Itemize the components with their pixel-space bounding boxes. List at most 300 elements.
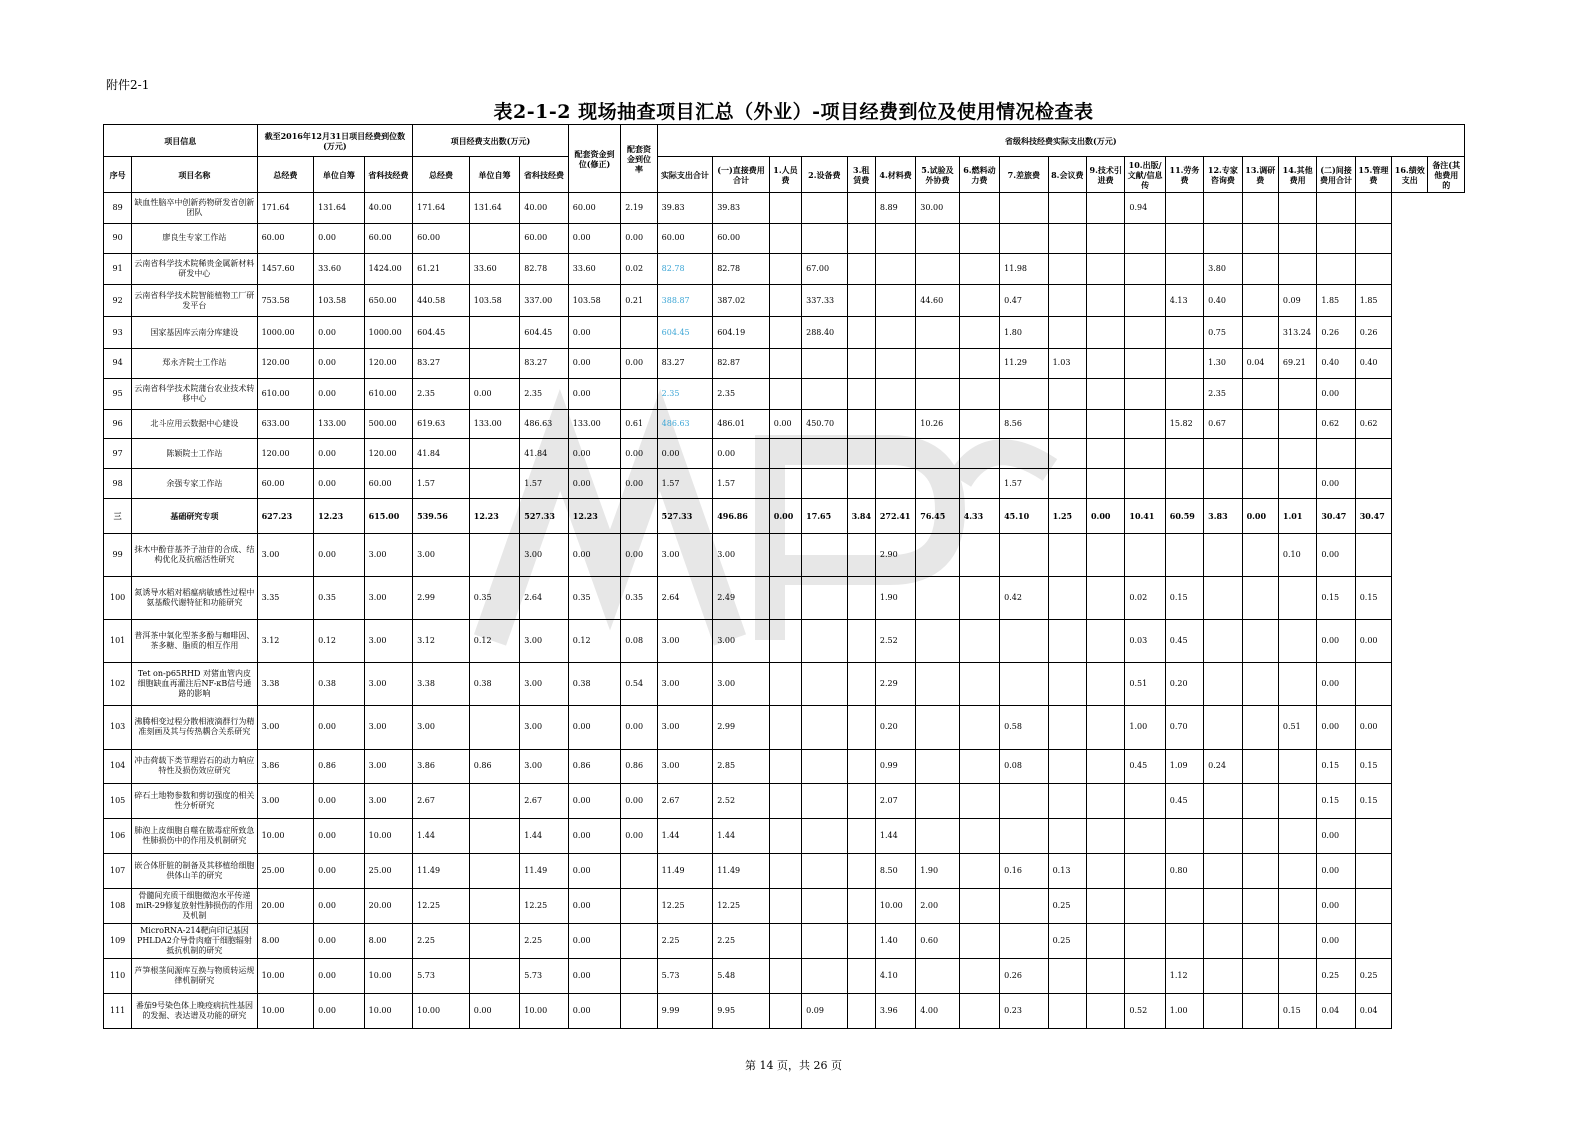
table-cell: 103.58	[469, 285, 520, 317]
table-cell	[1355, 469, 1391, 499]
table-cell: 0.00	[657, 439, 713, 469]
row-number: 101	[104, 620, 132, 663]
table-row	[104, 285, 1465, 317]
table-cell: 61.21	[413, 253, 470, 285]
table-cell: 10.00	[364, 819, 413, 854]
table-cell: 3.00	[520, 663, 569, 706]
column-header: 11.劳务费	[1165, 157, 1203, 193]
table-cell	[847, 924, 875, 959]
table-cell: 4.00	[916, 993, 959, 1028]
table-cell: 3.00	[413, 533, 470, 576]
table-cell: 3.00	[364, 784, 413, 819]
table-cell	[1204, 784, 1242, 819]
table-cell: 83.27	[520, 349, 569, 379]
table-cell: 1000.00	[257, 317, 314, 349]
table-cell: 387.02	[713, 285, 770, 317]
table-cell	[769, 706, 801, 749]
table-cell: 0.35	[469, 577, 520, 620]
table-cell: 0.15	[1355, 577, 1391, 620]
table-cell: 0.38	[314, 663, 365, 706]
table-cell: 3.00	[364, 577, 413, 620]
table-row	[104, 317, 1465, 349]
table-cell	[875, 317, 915, 349]
header-group-info: 项目信息	[104, 125, 258, 157]
table-cell	[875, 223, 915, 253]
row-number: 109	[104, 924, 132, 959]
table-cell: 11.49	[520, 854, 569, 889]
project-name: 芦笋根茎间源库互换与物质转运规律机制研究	[132, 958, 257, 993]
column-header: 省科技经费	[364, 157, 413, 193]
table-cell	[847, 469, 875, 499]
table-cell: 0.00	[568, 439, 621, 469]
table-cell: 8.89	[875, 193, 915, 224]
table-cell	[469, 819, 520, 854]
table-cell: 33.60	[314, 253, 365, 285]
table-cell: 1.85	[1355, 285, 1391, 317]
table-cell: 0.00	[314, 439, 365, 469]
table-cell: 3.83	[1204, 498, 1242, 533]
table-cell	[959, 409, 999, 439]
table-cell: 0.00	[568, 993, 621, 1028]
table-cell: 12.25	[413, 889, 470, 924]
table-cell	[875, 409, 915, 439]
table-row	[104, 620, 1465, 663]
table-cell: 0.00	[568, 784, 621, 819]
column-header: 单位自筹	[314, 157, 365, 193]
table-cell	[1086, 378, 1124, 409]
table-cell: 0.00	[314, 706, 365, 749]
table-cell	[802, 819, 847, 854]
table-cell: 40.00	[520, 193, 569, 224]
table-cell: 10.26	[916, 409, 959, 439]
table-cell: 10.00	[364, 958, 413, 993]
table-cell: 3.00	[520, 749, 569, 784]
table-cell: 1.12	[1165, 958, 1203, 993]
column-header-row	[104, 157, 1465, 193]
table-cell: 0.24	[1204, 749, 1242, 784]
table-row	[104, 193, 1465, 224]
table-cell: 0.23	[1000, 993, 1048, 1028]
table-cell	[1355, 253, 1391, 285]
table-cell: 604.19	[713, 317, 770, 349]
table-cell: 0.42	[1000, 577, 1048, 620]
table-row	[104, 439, 1465, 469]
table-cell: 0.00	[1355, 620, 1391, 663]
table-body	[104, 193, 1465, 1029]
table-cell: 103.58	[568, 285, 621, 317]
table-cell: 12.25	[657, 889, 713, 924]
table-cell: 120.00	[364, 349, 413, 379]
table-cell: 82.87	[713, 349, 770, 379]
table-cell	[847, 958, 875, 993]
table-cell: 30.47	[1355, 498, 1391, 533]
column-header: 省科技经费	[520, 157, 569, 193]
table-cell: 486.63	[520, 409, 569, 439]
row-number: 108	[104, 889, 132, 924]
table-row	[104, 469, 1465, 499]
table-cell	[1242, 749, 1278, 784]
page-footer: 第 14 页，共 26 页	[745, 1059, 842, 1072]
table-cell	[769, 223, 801, 253]
column-header: 5.试验及外协费	[916, 157, 959, 193]
table-cell	[1204, 469, 1242, 499]
table-cell	[1125, 253, 1165, 285]
row-number: 111	[104, 993, 132, 1028]
attachment-label: 附件2-1	[106, 78, 150, 92]
table-cell	[916, 378, 959, 409]
table-cell: 2.00	[916, 889, 959, 924]
table-cell	[1048, 993, 1086, 1028]
table-cell	[875, 285, 915, 317]
table-cell	[847, 706, 875, 749]
table-cell: 12.25	[520, 889, 569, 924]
table-cell: 313.24	[1278, 317, 1316, 349]
table-cell	[621, 498, 657, 533]
column-header: 4.材料费	[875, 157, 915, 193]
table-row	[104, 924, 1465, 959]
table-cell: 0.67	[1204, 409, 1242, 439]
table-cell: 11.49	[713, 854, 770, 889]
table-cell	[847, 439, 875, 469]
table-cell	[1000, 439, 1048, 469]
table-cell	[802, 349, 847, 379]
table-cell: 527.33	[520, 498, 569, 533]
table-cell	[802, 533, 847, 576]
column-header: 16.绩效支出	[1392, 157, 1428, 193]
table-cell: 3.00	[657, 706, 713, 749]
table-cell: 610.00	[257, 378, 314, 409]
table-cell: 0.09	[802, 993, 847, 1028]
table-cell: 0.15	[1317, 577, 1355, 620]
table-cell: 0.00	[314, 349, 365, 379]
table-cell	[1278, 193, 1316, 224]
column-header: 2.设备费	[802, 157, 847, 193]
table-cell: 60.00	[364, 223, 413, 253]
table-cell	[959, 378, 999, 409]
table-cell: 0.00	[1317, 533, 1355, 576]
table-cell: 0.86	[568, 749, 621, 784]
table-cell	[847, 889, 875, 924]
table-cell: 12.23	[469, 498, 520, 533]
table-cell: 753.58	[257, 285, 314, 317]
table-cell: 0.00	[1317, 854, 1355, 889]
page-title: 表2-1-2 现场抽查项目汇总（外业）-项目经费到位及使用情况检查表	[493, 101, 1094, 123]
table-cell	[959, 620, 999, 663]
table-cell: 627.23	[257, 498, 314, 533]
table-cell: 0.00	[469, 378, 520, 409]
table-cell	[1048, 784, 1086, 819]
table-cell	[1086, 993, 1124, 1028]
table-cell: 60.00	[568, 193, 621, 224]
table-row	[104, 349, 1465, 379]
row-number: 94	[104, 349, 132, 379]
table-cell	[621, 958, 657, 993]
header-group-spend: 项目经费支出数(万元)	[413, 125, 569, 157]
table-cell: 0.04	[1242, 349, 1278, 379]
table-cell	[1165, 533, 1203, 576]
table-cell: 3.00	[364, 706, 413, 749]
table-cell	[469, 469, 520, 499]
table-cell: 2.64	[657, 577, 713, 620]
table-cell: 604.45	[413, 317, 470, 349]
table-cell: 171.64	[257, 193, 314, 224]
table-cell	[769, 533, 801, 576]
table-cell: 76.45	[916, 498, 959, 533]
table-cell	[1278, 378, 1316, 409]
table-cell: 2.64	[520, 577, 569, 620]
table-cell: 171.64	[413, 193, 470, 224]
table-cell: 2.25	[657, 924, 713, 959]
table-cell: 10.00	[875, 889, 915, 924]
table-cell: 83.27	[657, 349, 713, 379]
table-cell: 0.00	[568, 469, 621, 499]
table-cell: 2.25	[520, 924, 569, 959]
table-cell	[847, 577, 875, 620]
table-cell: 67.00	[802, 253, 847, 285]
table-cell: 0.00	[568, 378, 621, 409]
table-cell	[847, 317, 875, 349]
table-cell	[1048, 749, 1086, 784]
table-cell: 3.00	[364, 663, 413, 706]
table-cell: 0.00	[1355, 706, 1391, 749]
table-cell	[916, 317, 959, 349]
table-cell	[1086, 854, 1124, 889]
table-cell	[1278, 819, 1316, 854]
table-cell	[847, 285, 875, 317]
table-cell: 3.00	[713, 663, 770, 706]
table-cell	[847, 784, 875, 819]
table-cell: 0.21	[621, 285, 657, 317]
table-cell	[1242, 958, 1278, 993]
table-cell	[1165, 317, 1203, 349]
table-cell: 1.44	[413, 819, 470, 854]
table-cell: 33.60	[469, 253, 520, 285]
project-name: 冲击荷载下类节理岩石的动力响应特性及损伤效应研究	[132, 749, 257, 784]
table-cell: 1.90	[875, 577, 915, 620]
table-cell	[959, 439, 999, 469]
table-cell	[847, 854, 875, 889]
table-cell	[847, 993, 875, 1028]
table-cell	[1204, 439, 1242, 469]
table-cell	[916, 439, 959, 469]
table-cell: 0.00	[621, 439, 657, 469]
project-name: Tet on-p65RHD 对猪血管内皮细胞缺血再灌注后NF-κB信号通路的影响	[132, 663, 257, 706]
table-cell: 0.00	[314, 378, 365, 409]
table-cell: 4.13	[1165, 285, 1203, 317]
table-cell	[1204, 193, 1242, 224]
table-cell	[769, 663, 801, 706]
table-cell: 0.00	[1317, 889, 1355, 924]
table-cell	[1048, 469, 1086, 499]
table-cell: 337.33	[802, 285, 847, 317]
table-cell	[1165, 439, 1203, 469]
table-cell: 3.00	[657, 749, 713, 784]
table-cell: 0.45	[1165, 784, 1203, 819]
row-number: 89	[104, 193, 132, 224]
table-cell	[1000, 924, 1048, 959]
table-cell: 5.73	[657, 958, 713, 993]
table-cell	[1242, 253, 1278, 285]
column-header: 实际支出合计	[657, 157, 713, 193]
table-cell: 3.00	[520, 706, 569, 749]
table-cell: 2.99	[413, 577, 470, 620]
row-number: 三	[104, 498, 132, 533]
table-cell	[916, 706, 959, 749]
row-number: 106	[104, 819, 132, 854]
table-cell	[1317, 193, 1355, 224]
table-cell: 2.67	[520, 784, 569, 819]
table-cell	[1242, 924, 1278, 959]
table-cell: 0.00	[621, 706, 657, 749]
table-cell	[769, 317, 801, 349]
table-cell: 3.00	[413, 706, 470, 749]
table-cell: 3.00	[520, 620, 569, 663]
table-cell: 82.78	[713, 253, 770, 285]
table-cell	[1000, 663, 1048, 706]
table-cell: 1457.60	[257, 253, 314, 285]
column-header: 总经费	[413, 157, 470, 193]
table-cell: 39.83	[657, 193, 713, 224]
table-row	[104, 958, 1465, 993]
table-cell: 0.00	[314, 889, 365, 924]
table-cell	[1355, 854, 1391, 889]
table-cell	[802, 439, 847, 469]
table-cell: 2.35	[657, 378, 713, 409]
table-cell	[847, 253, 875, 285]
project-name: 郑永齐院士工作站	[132, 349, 257, 379]
table-cell	[1278, 620, 1316, 663]
table-cell	[1204, 819, 1242, 854]
column-header: 15.管理费	[1355, 157, 1391, 193]
table-cell: 12.23	[568, 498, 621, 533]
table-cell	[769, 620, 801, 663]
table-cell: 1.44	[875, 819, 915, 854]
table-cell: 45.10	[1000, 498, 1048, 533]
project-name: 碎石土地物参数和剪切强度的相关性分析研究	[132, 784, 257, 819]
table-cell	[916, 784, 959, 819]
table-cell	[1048, 439, 1086, 469]
table-cell	[1278, 577, 1316, 620]
table-cell	[875, 469, 915, 499]
table-cell	[1000, 223, 1048, 253]
table-cell: 2.29	[875, 663, 915, 706]
table-cell	[1125, 819, 1165, 854]
table-cell: 0.00	[1086, 498, 1124, 533]
project-name: 嵌合体肝脏的制备及其移植给细胞供体山羊的研究	[132, 854, 257, 889]
table-cell: 0.54	[621, 663, 657, 706]
table-cell	[769, 854, 801, 889]
table-cell: 1.44	[520, 819, 569, 854]
table-cell	[1242, 317, 1278, 349]
table-cell: 69.21	[1278, 349, 1316, 379]
table-cell	[916, 533, 959, 576]
table-cell	[916, 819, 959, 854]
table-cell	[1048, 577, 1086, 620]
table-cell: 60.00	[364, 469, 413, 499]
table-cell	[802, 889, 847, 924]
table-cell: 3.84	[847, 498, 875, 533]
table-cell	[769, 253, 801, 285]
table-cell: 20.00	[257, 889, 314, 924]
table-cell	[959, 819, 999, 854]
table-cell	[769, 193, 801, 224]
table-cell: 120.00	[257, 439, 314, 469]
table-cell	[1204, 924, 1242, 959]
table-cell: 1.85	[1317, 285, 1355, 317]
table-cell: 2.35	[1204, 378, 1242, 409]
table-cell	[802, 378, 847, 409]
table-cell: 2.35	[520, 378, 569, 409]
table-cell: 0.00	[568, 349, 621, 379]
table-cell: 10.00	[364, 993, 413, 1028]
table-cell: 2.99	[713, 706, 770, 749]
table-cell: 30.47	[1317, 498, 1355, 533]
table-cell	[1204, 993, 1242, 1028]
table-row	[104, 749, 1465, 784]
table-cell	[916, 577, 959, 620]
table-cell: 2.35	[713, 378, 770, 409]
table-cell: 0.00	[314, 854, 365, 889]
table-cell: 2.35	[413, 378, 470, 409]
table-cell	[1278, 439, 1316, 469]
table-cell: 0.08	[1000, 749, 1048, 784]
table-cell	[1278, 854, 1316, 889]
row-number: 110	[104, 958, 132, 993]
table-cell: 0.02	[1125, 577, 1165, 620]
table-cell: 0.35	[621, 577, 657, 620]
table-cell	[959, 706, 999, 749]
table-cell: 60.00	[257, 469, 314, 499]
table-cell: 0.15	[1355, 749, 1391, 784]
table-cell	[621, 993, 657, 1028]
table-cell: 3.00	[657, 663, 713, 706]
project-name: MicroRNA-214靶向印记基因PHLDA2介导骨肉瘤干细胞辐射抵抗机制的研究	[132, 924, 257, 959]
table-cell: 0.00	[621, 784, 657, 819]
table-cell: 0.00	[568, 924, 621, 959]
table-cell	[1165, 253, 1203, 285]
table-cell	[847, 533, 875, 576]
table-cell: 1.44	[713, 819, 770, 854]
project-name: 骨髓间充质干细胞微泡水平传递miR-29修复放射性肺损伤的作用及机制	[132, 889, 257, 924]
table-cell	[1125, 378, 1165, 409]
table-row	[104, 784, 1465, 819]
table-row	[104, 577, 1465, 620]
table-cell: 0.40	[1204, 285, 1242, 317]
table-cell: 0.13	[1048, 854, 1086, 889]
table-cell: 610.00	[364, 378, 413, 409]
table-cell	[916, 958, 959, 993]
table-cell	[621, 924, 657, 959]
project-name: 国家基因库云南分库建设	[132, 317, 257, 349]
table-cell	[621, 317, 657, 349]
table-cell	[1355, 193, 1391, 224]
table-cell: 0.00	[314, 819, 365, 854]
table-cell: 1424.00	[364, 253, 413, 285]
table-cell: 4.10	[875, 958, 915, 993]
table-cell	[847, 193, 875, 224]
table-cell	[1086, 533, 1124, 576]
table-cell	[1000, 378, 1048, 409]
table-cell: 0.02	[621, 253, 657, 285]
table-cell	[847, 620, 875, 663]
table-cell	[1125, 533, 1165, 576]
table-cell	[1165, 469, 1203, 499]
table-cell	[847, 819, 875, 854]
column-header: 项目名称	[132, 157, 257, 193]
table-cell: 10.00	[520, 993, 569, 1028]
table-cell: 0.38	[568, 663, 621, 706]
table-cell: 0.00	[314, 223, 365, 253]
